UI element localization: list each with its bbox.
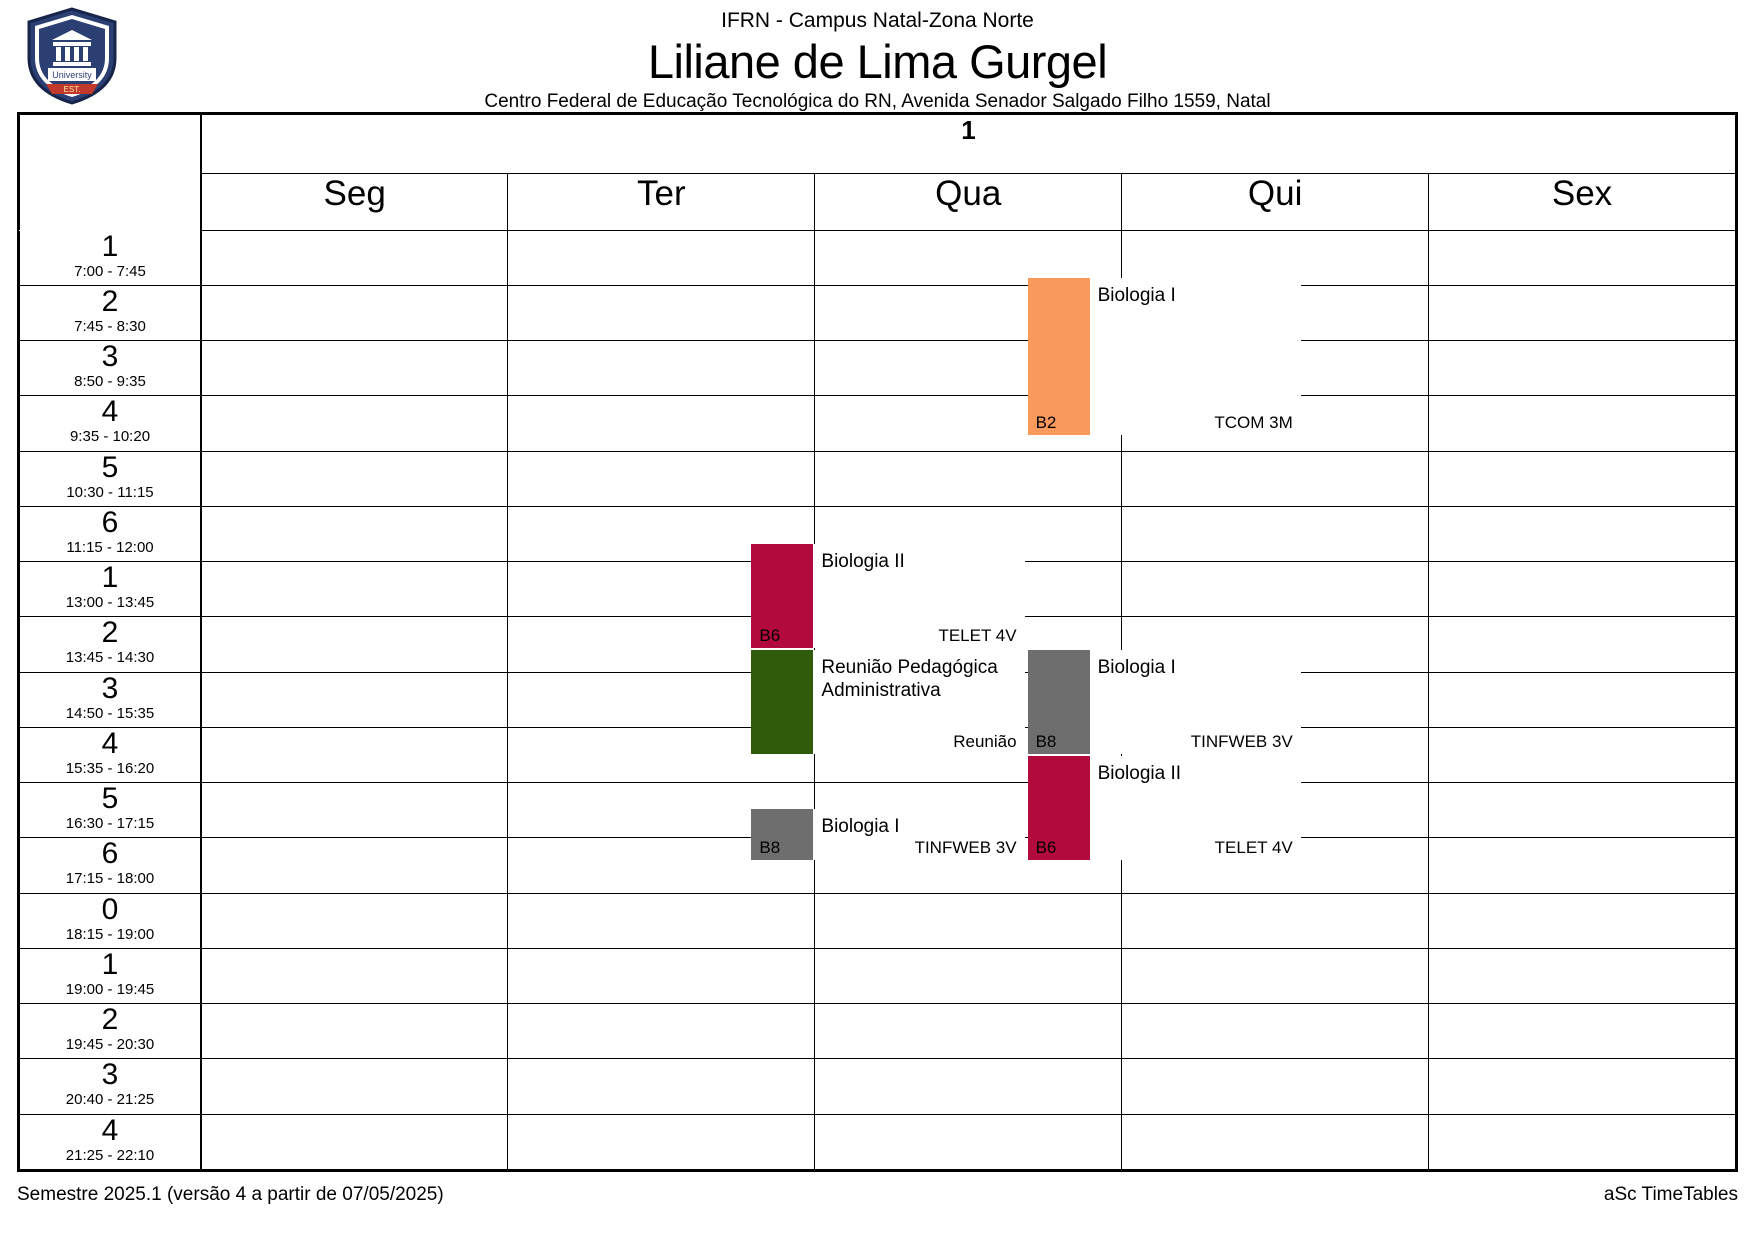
lesson-class: TINFWEB 3V: [914, 838, 1017, 858]
cell-sex-15[interactable]: [1429, 1004, 1736, 1059]
period-row-header: [20, 893, 202, 948]
lesson-class: TINFWEB 3V: [1190, 731, 1293, 751]
cell-qui-15[interactable]: [1122, 1004, 1429, 1059]
lesson-body: [759, 809, 1024, 860]
cell-sex-3[interactable]: [1429, 341, 1736, 396]
footer-brand: aSc TimeTables: [1603, 1184, 1738, 1205]
lesson-subject: Biologia I: [1097, 285, 1176, 307]
lesson-block[interactable]: [1028, 756, 1301, 860]
period-time: 16:30 - 17:15: [65, 815, 155, 833]
period-row-header: [20, 1114, 202, 1169]
lesson-subject: Biologia I: [1097, 656, 1176, 678]
cell-sex-10[interactable]: [1429, 727, 1736, 782]
cell-sex-7[interactable]: [1429, 562, 1736, 617]
lesson-class: TELET 4V: [938, 625, 1017, 645]
cell-seg-9[interactable]: [201, 672, 508, 727]
cell-seg-8[interactable]: [201, 617, 508, 672]
lesson-body: [1035, 650, 1301, 754]
class-title: 1: [201, 115, 1736, 174]
period-number: 6: [101, 505, 119, 539]
period-time: 19:45 - 20:30: [65, 1036, 155, 1054]
school-address: Centro Federal de Educação Tecnológica do RN, Avenida Senador Salgado Filho 1559, Natal: [484, 91, 1271, 112]
cell-sex-14[interactable]: [1429, 948, 1736, 1003]
period-time: 17:15 - 18:00: [65, 870, 155, 888]
cell-ter-1[interactable]: [508, 230, 815, 285]
period-time: 9:35 - 10:20: [69, 428, 151, 446]
cell-sex-12[interactable]: [1429, 838, 1736, 893]
period-row-header: [20, 285, 202, 340]
cell-ter-4[interactable]: [508, 396, 815, 451]
period-row-header: [20, 617, 202, 672]
period-row-header: [20, 783, 202, 838]
cell-qua-13[interactable]: [815, 893, 1122, 948]
cell-sex-9[interactable]: [1429, 672, 1736, 727]
cell-qui-6[interactable]: [1122, 506, 1429, 561]
cell-seg-12[interactable]: [201, 838, 508, 893]
period-row-header: [20, 838, 202, 893]
period-time: 11:15 - 12:00: [66, 538, 154, 556]
cell-seg-6[interactable]: [201, 506, 508, 561]
cell-ter-15[interactable]: [508, 1004, 815, 1059]
period-row-header: [20, 506, 202, 561]
period-number: 1: [101, 561, 119, 595]
cell-sex-2[interactable]: [1429, 285, 1736, 340]
period-row-header: [20, 1004, 202, 1059]
lesson-room: B6: [759, 625, 781, 645]
day-header-seg: Seg: [201, 174, 508, 230]
period-number: 5: [101, 782, 119, 816]
cell-qui-7[interactable]: [1122, 562, 1429, 617]
lesson-color-swatch: [1028, 278, 1090, 435]
period-number: 2: [101, 1003, 119, 1037]
cell-qua-14[interactable]: [815, 948, 1122, 1003]
period-time: 14:50 - 15:35: [65, 704, 155, 722]
cell-sex-8[interactable]: [1429, 617, 1736, 672]
cell-ter-3[interactable]: [508, 341, 815, 396]
cell-seg-16[interactable]: [201, 1059, 508, 1114]
lesson-color-swatch: [751, 650, 813, 754]
period-time: 21:25 - 22:10: [65, 1146, 155, 1164]
period-time: 8:50 - 9:35: [74, 373, 146, 391]
svg-text:University: University: [52, 70, 92, 80]
period-number: 4: [101, 726, 119, 760]
lesson-room: B2: [1035, 413, 1057, 433]
cell-seg-2[interactable]: [201, 285, 508, 340]
lesson-block[interactable]: [751, 809, 1024, 860]
lesson-body: [759, 544, 1024, 648]
period-row-header: [20, 727, 202, 782]
period-row-header: [20, 1059, 202, 1114]
cell-qui-5[interactable]: [1122, 451, 1429, 506]
period-time: 10:30 - 11:15: [66, 483, 154, 501]
cell-seg-13[interactable]: [201, 893, 508, 948]
lesson-subject: Biologia II: [821, 550, 905, 572]
cell-seg-15[interactable]: [201, 1004, 508, 1059]
period-time: 15:35 - 16:20: [65, 759, 155, 777]
lesson-subject: Biologia II: [1097, 763, 1182, 784]
period-row-header: [20, 562, 202, 617]
period-number: 2: [101, 616, 119, 650]
period-number: 5: [101, 450, 119, 484]
cell-ter-17[interactable]: [508, 1114, 815, 1169]
period-row-header: [20, 451, 202, 506]
cell-seg-17[interactable]: [201, 1114, 508, 1169]
lesson-room: B8: [759, 838, 781, 858]
day-header-qua: Qua: [815, 174, 1122, 230]
period-number: 4: [101, 395, 119, 429]
day-header-sex: Sex: [1429, 174, 1736, 230]
cell-ter-2[interactable]: [508, 285, 815, 340]
period-row-header: [20, 341, 202, 396]
period-row-header: [20, 230, 202, 285]
lesson-room: B6: [1035, 838, 1057, 858]
period-number: 1: [101, 229, 119, 263]
cell-ter-13[interactable]: [508, 893, 815, 948]
period-number: 6: [101, 837, 119, 871]
svg-text:EST.: EST.: [63, 85, 81, 94]
cell-seg-10[interactable]: [201, 727, 508, 782]
period-number: 1: [101, 947, 119, 981]
cell-sex-11[interactable]: [1429, 783, 1736, 838]
lesson-subject: Biologia I: [821, 816, 900, 838]
lesson-subject: Reunião Pedagógica Administrativa: [821, 656, 998, 701]
cell-seg-1[interactable]: [201, 230, 508, 285]
period-number: 2: [101, 284, 119, 318]
cell-qui-14[interactable]: [1122, 948, 1429, 1003]
period-number: 3: [101, 340, 119, 374]
cell-sex-6[interactable]: [1429, 506, 1736, 561]
cell-seg-7[interactable]: [201, 562, 508, 617]
cell-sex-4[interactable]: [1429, 396, 1736, 451]
period-number: 4: [101, 1113, 119, 1147]
lesson-room: B8: [1035, 731, 1057, 751]
lesson-body: [1035, 756, 1301, 860]
cell-sex-5[interactable]: [1429, 451, 1736, 506]
period-time: 19:00 - 19:45: [65, 980, 155, 998]
period-time: 20:40 - 21:25: [65, 1091, 155, 1109]
cell-qui-16[interactable]: [1122, 1059, 1429, 1114]
cell-seg-11[interactable]: [201, 783, 508, 838]
lesson-block[interactable]: [751, 544, 1024, 648]
day-header-ter: Ter: [508, 174, 815, 230]
cell-sex-16[interactable]: [1429, 1059, 1736, 1114]
lesson-body: [813, 650, 1024, 754]
lesson-class: TELET 4V: [1214, 838, 1293, 858]
period-number: 3: [101, 1058, 119, 1092]
period-time: 13:45 - 14:30: [65, 649, 155, 667]
period-time: 13:00 - 13:45: [65, 594, 155, 612]
lesson-body: [1035, 278, 1301, 435]
cell-sex-17[interactable]: [1429, 1114, 1736, 1169]
school-logo-icon: [22, 6, 122, 106]
cell-sex-13[interactable]: [1429, 893, 1736, 948]
cell-ter-5[interactable]: [508, 451, 815, 506]
page-title: Liliane de Lima Gurgel: [647, 35, 1108, 88]
cell-sex-1[interactable]: [1429, 230, 1736, 285]
period-row-header: [20, 396, 202, 451]
cell-seg-3[interactable]: [201, 341, 508, 396]
lesson-block[interactable]: [1028, 650, 1301, 754]
day-header-qui: Qui: [1122, 174, 1429, 230]
period-time: 7:00 - 7:45: [74, 262, 146, 280]
period-number: 3: [101, 671, 119, 705]
cell-qua-16[interactable]: [815, 1059, 1122, 1114]
period-number: 0: [101, 892, 119, 926]
page-footer: [17, 1182, 1738, 1208]
period-time: 7:45 - 8:30: [74, 317, 146, 335]
cell-qua-5[interactable]: [815, 451, 1122, 506]
cell-seg-5[interactable]: [201, 451, 508, 506]
lesson-class: Reunião: [953, 731, 1017, 751]
cell-qua-15[interactable]: [815, 1004, 1122, 1059]
period-row-header: [20, 672, 202, 727]
period-time: 18:15 - 19:00: [65, 925, 155, 943]
cell-ter-14[interactable]: [508, 948, 815, 1003]
footer-semester: Semestre 2025.1 (versão 4 a partir de 07/05/2025): [17, 1184, 444, 1205]
period-row-header: [20, 948, 202, 1003]
cell-qua-17[interactable]: [815, 1114, 1122, 1169]
school-name: IFRN - Campus Natal-Zona Norte: [721, 9, 1034, 32]
cell-qui-17[interactable]: [1122, 1114, 1429, 1169]
page-header: [0, 0, 1755, 122]
grid-corner: [20, 115, 202, 231]
cell-seg-14[interactable]: [201, 948, 508, 1003]
lesson-block[interactable]: [751, 650, 1024, 754]
cell-qui-13[interactable]: [1122, 893, 1429, 948]
cell-ter-16[interactable]: [508, 1059, 815, 1114]
lesson-class: TCOM 3M: [1214, 413, 1293, 433]
cell-seg-4[interactable]: [201, 396, 508, 451]
lesson-block[interactable]: [1028, 278, 1301, 435]
